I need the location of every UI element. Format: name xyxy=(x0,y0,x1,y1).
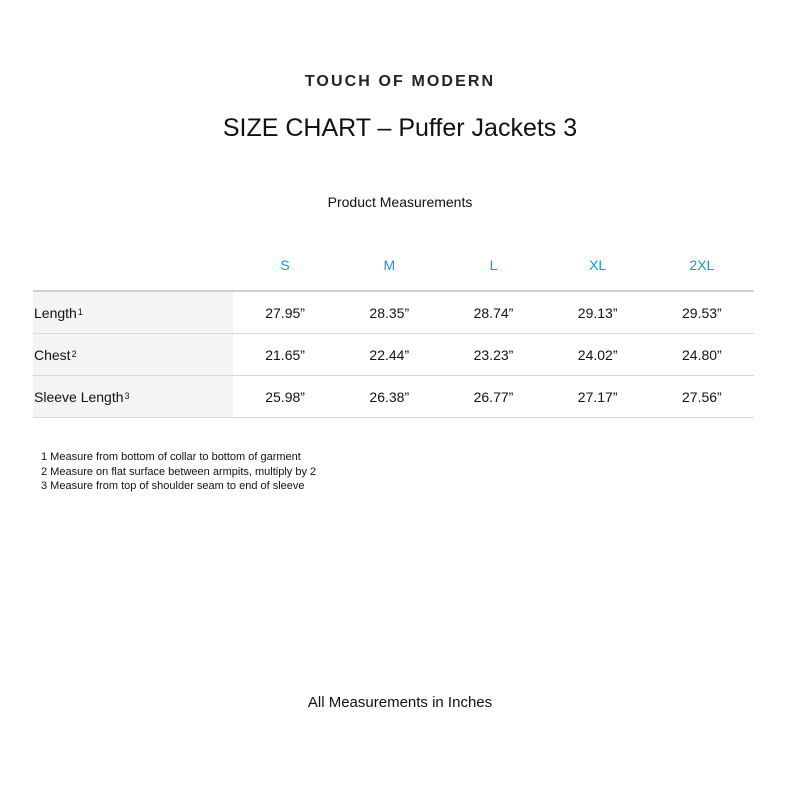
footnote-marker: 2 xyxy=(71,348,77,359)
table-row xyxy=(33,334,754,376)
units-footer: All Measurements in Inches xyxy=(307,694,493,711)
footnote-item: 3 Measure from top of shoulder seam to end of sleeve xyxy=(41,480,305,492)
row-label-text: Sleeve Length xyxy=(34,388,124,405)
page-title: SIZE CHART – Puffer Jackets 3 xyxy=(222,114,578,142)
measurement-cell: 24.02” xyxy=(546,334,650,376)
footnotes xyxy=(41,450,316,494)
section-subtitle: Product Measurements xyxy=(327,194,473,210)
measurement-cell: 24.80” xyxy=(650,334,754,376)
row-label-text: Chest xyxy=(34,346,71,363)
footnote-item: 1 Measure from bottom of collar to bottom of garment xyxy=(41,451,301,463)
row-label-text: Length xyxy=(34,304,77,321)
table-row xyxy=(33,376,754,418)
measurement-cell: 29.13” xyxy=(546,291,650,334)
row-label-chest xyxy=(33,334,233,376)
size-header-cell: XL xyxy=(546,240,650,291)
size-chart-table xyxy=(33,240,754,418)
header-corner-cell xyxy=(33,240,233,291)
measurement-cell: 29.53” xyxy=(650,291,754,334)
measurement-cell: 26.38” xyxy=(337,376,441,418)
measurement-cell: 23.23” xyxy=(441,334,545,376)
size-header-cell: 2XL xyxy=(650,240,754,291)
measurement-cell: 28.74” xyxy=(441,291,545,334)
measurement-cell: 25.98” xyxy=(233,376,337,418)
size-header-cell: L xyxy=(441,240,545,291)
measurement-cell: 27.95” xyxy=(233,291,337,334)
footnote-item: 2 Measure on flat surface between armpits, multiply by 2 xyxy=(41,465,317,478)
footnote-marker: 1 xyxy=(77,306,83,317)
measurement-cell: 22.44” xyxy=(337,334,441,376)
size-header-cell: M xyxy=(337,240,441,291)
measurement-cell: 21.65” xyxy=(233,334,337,376)
measurement-cell: 27.56” xyxy=(650,376,754,418)
row-label-sleeve-length xyxy=(33,376,233,418)
table-row xyxy=(33,291,754,334)
measurement-cell: 26.77” xyxy=(441,376,545,418)
measurement-cell: 27.17” xyxy=(546,376,650,418)
row-label-length xyxy=(33,291,233,334)
measurement-cell: 28.35” xyxy=(337,291,441,334)
size-header-cell: S xyxy=(233,240,337,291)
brand-logo-text: TOUCH OF MODERN xyxy=(304,73,496,90)
size-header-row xyxy=(33,240,754,291)
footnote-marker: 3 xyxy=(124,390,130,401)
